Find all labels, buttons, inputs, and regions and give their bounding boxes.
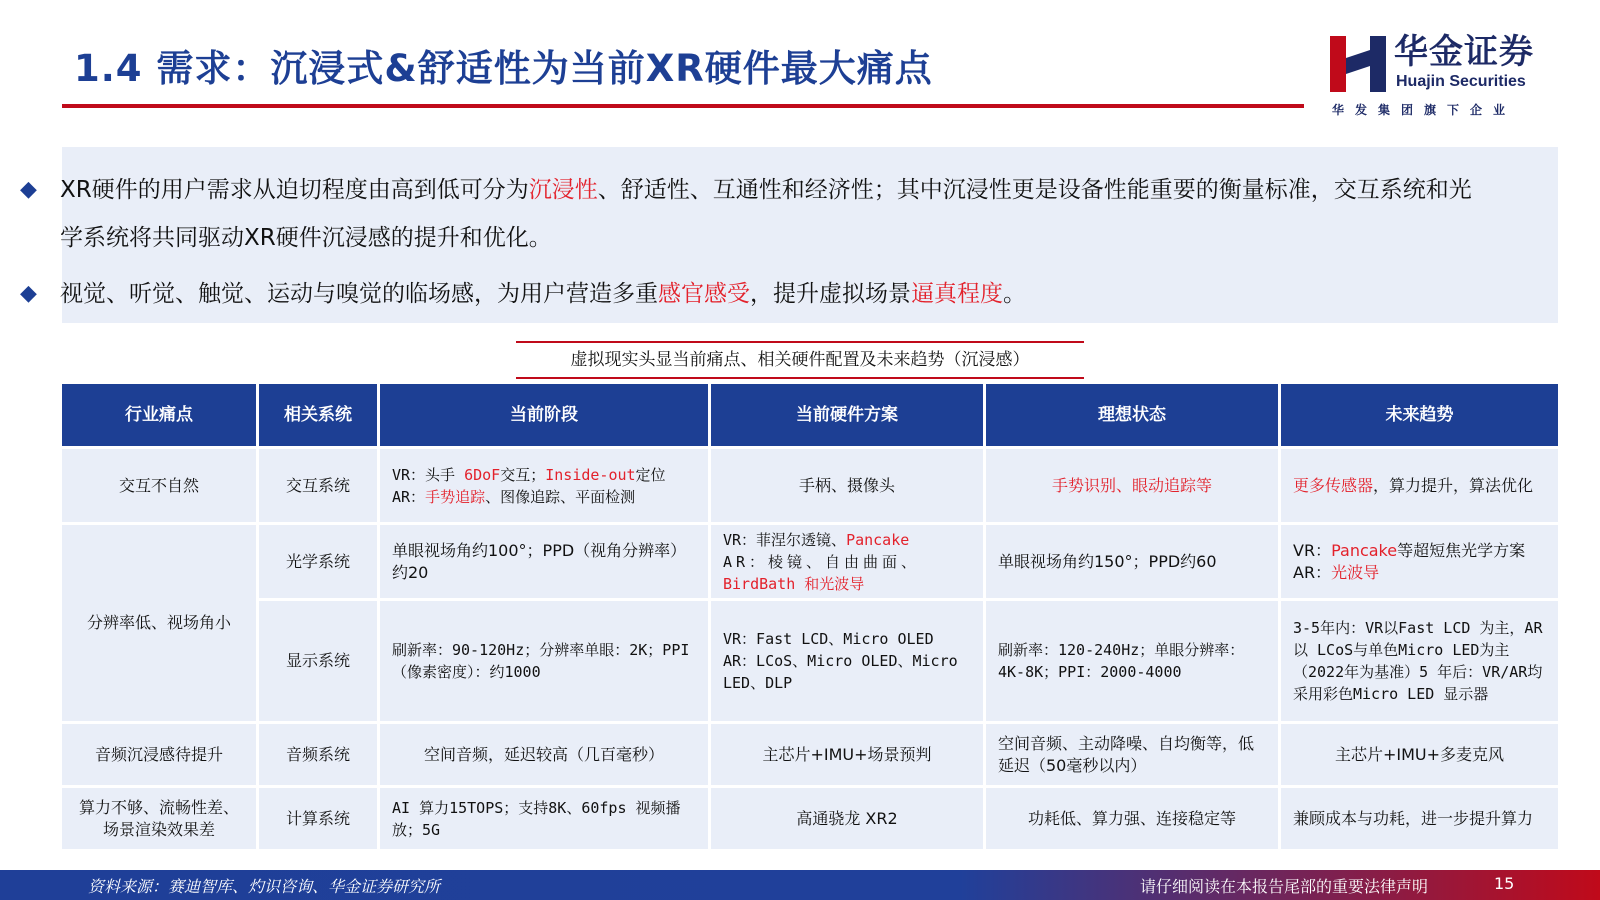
bullet-2 xyxy=(20,270,1480,318)
pain-cell: 交互不自然 xyxy=(62,449,256,522)
stage-cell: VR：头手 6DoF交互；Inside-out定位 AR：手势追踪、图像追踪、平面检测 xyxy=(380,449,708,522)
table-row xyxy=(62,449,1558,522)
hardware-cell: 主芯片+IMU+场景预判 xyxy=(711,724,983,785)
header-cell: 相关系统 xyxy=(259,384,377,446)
company-logo xyxy=(1330,32,1562,124)
ideal-cell: 手势识别、眼动追踪等 xyxy=(986,449,1278,522)
trend-cell: 主芯片+IMU+多麦克风 xyxy=(1281,724,1558,785)
trend-cell: 兼顾成本与功耗，进一步提升算力 xyxy=(1281,788,1558,849)
pain-cell: 音频沉浸感待提升 xyxy=(62,724,256,785)
ideal-cell: 空间音频、主动降噪、自均衡等，低延迟（50毫秒以内） xyxy=(986,724,1278,785)
page-number: 15 xyxy=(1494,874,1515,893)
stage-cell: AI 算力15TOPS；支持8K、60fps 视频播放；5G xyxy=(380,788,708,849)
highlight-senses: 感官感受 xyxy=(658,281,750,307)
header-cell: 理想状态 xyxy=(986,384,1278,446)
diamond-bullet-icon: ◆ xyxy=(20,177,37,202)
pain-cell: 算力不够、流畅性差、场景渲染效果差 xyxy=(62,788,256,849)
footer-bar xyxy=(0,870,1600,900)
stage-cell: 刷新率：90-120Hz；分辨率单眼：2K；PPI（像素密度）：约1000 xyxy=(380,601,708,721)
footer-legal-note: 请仔细阅读在本报告尾部的重要法律声明 xyxy=(1140,877,1429,896)
header-cell: 未来趋势 xyxy=(1281,384,1558,446)
trend-cell: VR：Pancake等超短焦光学方案 AR：光波导 xyxy=(1281,525,1558,598)
hardware-cell: 高通骁龙 XR2 xyxy=(711,788,983,849)
header-cell: 当前阶段 xyxy=(380,384,708,446)
logo-name-en: Huajin Securities xyxy=(1396,73,1526,90)
table-row xyxy=(62,724,1558,785)
header-cell: 当前硬件方案 xyxy=(711,384,983,446)
bullet-1 xyxy=(20,166,1480,262)
logo-subtitle: 华发集团旗下企业 xyxy=(1332,103,1517,117)
table-row xyxy=(62,525,1558,598)
table-header-row xyxy=(62,384,1558,446)
huajin-logo-icon xyxy=(1330,36,1386,92)
bullet-1-text: XR硬件的用户需求从迫切程度由高到低可分为沉浸性、舒适性、互通性和经济性；其中沉浸性更是设备性能重要的衡量标准，交互系统和光学系统将共同驱动XR硬件沉浸感的提升和优化。 xyxy=(60,177,1472,251)
footer-source: 资料来源：赛迪智库、灼识咨询、华金证券研究所 xyxy=(88,877,441,896)
ideal-cell: 功耗低、算力强、连接稳定等 xyxy=(986,788,1278,849)
table-row xyxy=(62,601,1558,721)
ideal-cell: 单眼视场角约150°；PPD约60 xyxy=(986,525,1278,598)
stage-cell: 单眼视场角约100°；PPD（视角分辨率）约20 xyxy=(380,525,708,598)
system-cell: 光学系统 xyxy=(259,525,377,598)
bullet-2-text: 视觉、听觉、触觉、运动与嗅觉的临场感，为用户营造多重感官感受，提升虚拟场景逼真程度。 xyxy=(60,281,1026,307)
highlight-realism: 逼真程度 xyxy=(911,281,1003,307)
title-underline xyxy=(62,104,1304,108)
stage-cell: 空间音频，延迟较高（几百毫秒） xyxy=(380,724,708,785)
table-row xyxy=(62,788,1558,849)
ideal-cell: 刷新率：120-240Hz；单眼分辨率：4K-8K；PPI：2000-4000 xyxy=(986,601,1278,721)
page-title: 1.4 需求：沉浸式&舒适性为当前XR硬件最大痛点 xyxy=(74,47,933,90)
system-cell: 显示系统 xyxy=(259,601,377,721)
pain-cell: 分辨率低、视场角小 xyxy=(62,525,256,721)
hardware-cell: 手柄、摄像头 xyxy=(711,449,983,522)
trend-cell: 3-5年内：VR以Fast LCD 为主，AR 以 LCoS与单色Micro LED为主（2022年为基准）5 年后：VR/AR均采用彩色Micro LED 显示器 xyxy=(1281,601,1558,721)
diamond-bullet-icon: ◆ xyxy=(20,281,37,306)
hardware-cell: VR：Fast LCD、Micro OLED AR：LCoS、Micro OLED、Micro LED、DLP xyxy=(711,601,983,721)
table-caption: 虚拟现实头显当前痛点、相关硬件配置及未来趋势（沉浸感） xyxy=(516,341,1084,379)
system-cell: 交互系统 xyxy=(259,449,377,522)
header-cell: 行业痛点 xyxy=(62,384,256,446)
highlight-immersion: 沉浸性 xyxy=(528,177,598,203)
logo-name-cn: 华金证券 xyxy=(1394,32,1534,72)
system-cell: 音频系统 xyxy=(259,724,377,785)
system-cell: 计算系统 xyxy=(259,788,377,849)
hardware-cell: VR：菲涅尔透镜、Pancake AR：棱镜、自由曲面、 BirdBath 和光波导 xyxy=(711,525,983,598)
trend-cell: 更多传感器，算力提升，算法优化 xyxy=(1281,449,1558,522)
